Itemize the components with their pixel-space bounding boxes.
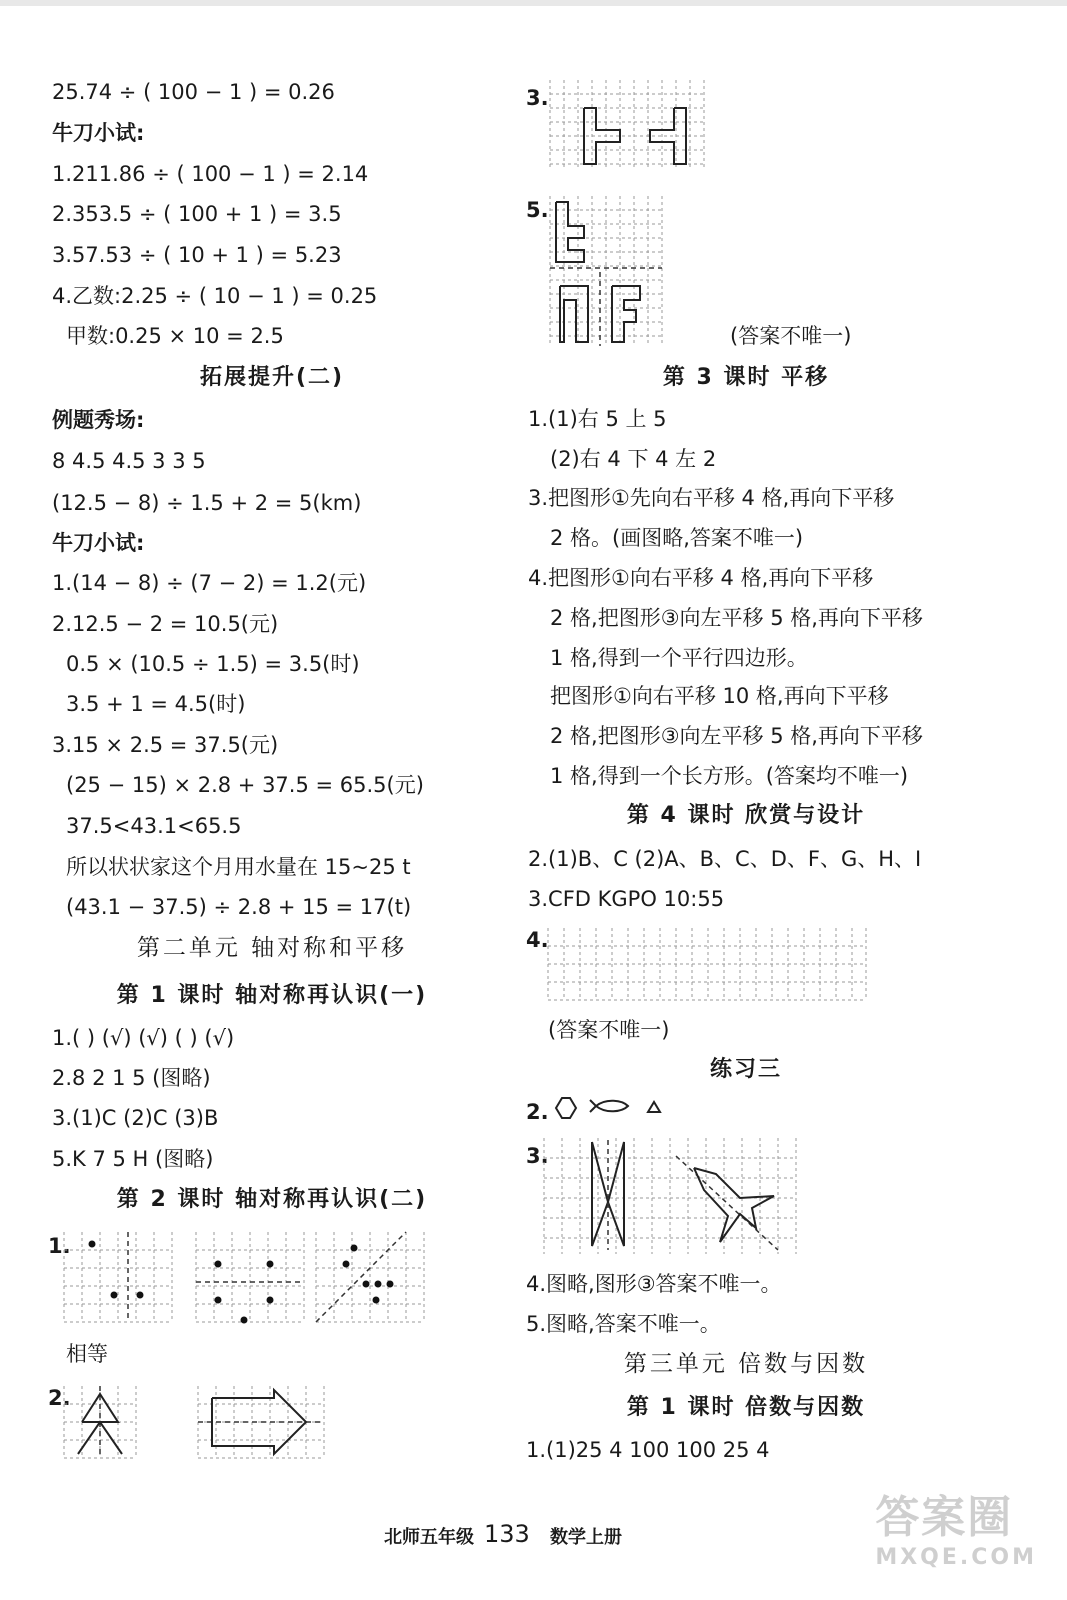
grid-lines xyxy=(316,1232,424,1322)
section-label: 牛刀小试: xyxy=(52,531,145,555)
line: (12.5 − 8) ÷ 1.5 + 2 = 5(km) xyxy=(52,491,362,515)
point xyxy=(267,1261,274,1268)
arrow-grid-figure xyxy=(64,1386,334,1462)
line: 25.74 ÷ ( 100 − 1 ) = 0.26 xyxy=(52,80,335,104)
question-number: 4. xyxy=(526,928,549,952)
lesson-title: 第 3 课时 平移 xyxy=(662,365,830,390)
section-label: 牛刀小试: xyxy=(52,121,145,145)
line: 3.(1)C (2)C (3)B xyxy=(52,1106,219,1130)
lesson-title: 第 4 课时 欣赏与设计 xyxy=(626,803,866,828)
line: 3.把图形①先向右平移 4 格,再向下平移 xyxy=(528,486,895,510)
symmetry-grid-figure xyxy=(64,1232,174,1324)
line: 37.5<43.1<65.5 xyxy=(66,814,242,838)
footer-subject: 数学上册 xyxy=(550,1527,622,1548)
unit-title: 第二单元 轴对称和平移 xyxy=(136,935,408,961)
symmetry-grid-figure xyxy=(196,1232,306,1324)
shape-top xyxy=(556,202,584,262)
shape-right xyxy=(650,108,686,164)
line: 1.(1)25 4 100 100 25 4 xyxy=(526,1438,770,1462)
point xyxy=(267,1297,274,1304)
line: 4.图略,图形③答案不唯一。 xyxy=(526,1272,782,1296)
lesson-title: 第 1 课时 倍数与因数 xyxy=(626,1395,866,1420)
lesson-title: 第 2 课时 轴对称再认识(二) xyxy=(116,1187,428,1212)
line: 1.211.86 ÷ ( 100 − 1 ) = 2.14 xyxy=(52,162,369,186)
fish-icon xyxy=(590,1100,628,1112)
point xyxy=(373,1297,380,1304)
watermark-url: MXQE.COM xyxy=(875,1545,1037,1570)
point xyxy=(375,1281,382,1288)
line: 2.353.5 ÷ ( 100 + 1 ) = 3.5 xyxy=(52,202,342,226)
exercise-title: 练习三 xyxy=(709,1057,782,1082)
footer-grade: 北师五年级 xyxy=(384,1527,474,1548)
line: 8 4.5 4.5 3 3 5 xyxy=(52,449,206,473)
line: 5.图略,答案不唯一。 xyxy=(526,1312,721,1336)
watermark-text: 答案圈 xyxy=(875,1492,1014,1543)
line: 1.(1)右 5 上 5 xyxy=(528,407,667,431)
point xyxy=(241,1317,248,1324)
grid-lines xyxy=(64,1232,172,1322)
grid-lines xyxy=(548,928,866,1000)
shape-left xyxy=(584,108,620,164)
watermark-logo xyxy=(875,1481,1037,1570)
line: 3.CFD KGPO 10:55 xyxy=(528,887,725,911)
symmetry-axis xyxy=(316,1232,406,1322)
question-number: 3. xyxy=(526,86,549,110)
line: 甲数:0.25 × 10 = 2.5 xyxy=(66,324,284,348)
translation-grid-figure xyxy=(550,80,710,172)
answer-text: 相等 xyxy=(66,1342,108,1366)
line: 3.15 × 2.5 = 37.5(元) xyxy=(52,733,279,757)
point xyxy=(343,1261,350,1268)
question-number: 2. xyxy=(48,1386,71,1410)
lesson-title: 第 1 课时 轴对称再认识(一) xyxy=(116,983,428,1008)
line: 4.乙数:2.25 ÷ ( 10 − 1 ) = 0.25 xyxy=(52,284,378,308)
line: 3.57.53 ÷ ( 10 + 1 ) = 5.23 xyxy=(52,243,342,267)
design-grid-figure xyxy=(548,928,868,1004)
line: 2.8 2 1 5 (图略) xyxy=(52,1066,211,1090)
line: 1.(14 − 8) ÷ (7 − 2) = 1.2(元) xyxy=(52,571,367,595)
answer-note: (答案不唯一) xyxy=(548,1018,670,1042)
grid-lines xyxy=(550,196,662,346)
top-edge xyxy=(0,0,1067,6)
point xyxy=(111,1292,118,1299)
translation-grid-figure xyxy=(550,196,670,348)
line: 3.5 + 1 = 4.5(时) xyxy=(66,692,246,716)
grid-lines xyxy=(550,80,704,170)
question-number: 5. xyxy=(526,198,549,222)
line: 1 格,得到一个长方形。(答案均不唯一) xyxy=(550,764,909,788)
hexagon-icon xyxy=(556,1098,576,1118)
line: 2 格,把图形③向左平移 5 格,再向下平移 xyxy=(550,606,923,630)
answer-note: (答案不唯一) xyxy=(730,324,852,348)
section-label: 例题秀场: xyxy=(52,408,145,432)
line: 1 格,得到一个平行四边形。 xyxy=(550,646,808,670)
line: 2.12.5 − 2 = 10.5(元) xyxy=(52,612,279,636)
triangle-icon xyxy=(648,1102,660,1112)
point xyxy=(215,1297,222,1304)
line: 4.把图形①向右平移 4 格,再向下平移 xyxy=(528,566,874,590)
grid-lines xyxy=(196,1232,304,1322)
question-number: 3. xyxy=(526,1144,549,1168)
symmetry-grid-figure xyxy=(316,1232,426,1324)
point xyxy=(351,1245,358,1252)
line: 1.( ) (√) (√) ( ) (√) xyxy=(52,1026,235,1050)
line: 2.(1)B、C (2)A、B、C、D、F、G、H、I xyxy=(528,847,922,871)
line: 2 格。(画图略,答案不唯一) xyxy=(550,526,804,550)
page-number: 133 xyxy=(484,1520,530,1548)
unit-title: 第三单元 倍数与因数 xyxy=(623,1351,869,1377)
point xyxy=(215,1261,222,1268)
line: 0.5 × (10.5 ÷ 1.5) = 3.5(时) xyxy=(66,652,360,676)
drawing-grid-figure xyxy=(544,1138,806,1256)
point xyxy=(387,1281,394,1288)
line: 把图形①向右平移 10 格,再向下平移 xyxy=(550,684,889,708)
line: 5.K 7 5 H (图略) xyxy=(52,1147,214,1171)
line: (2)右 4 下 4 左 2 xyxy=(550,447,717,471)
question-number: 2. xyxy=(526,1100,549,1124)
question-number: 1. xyxy=(48,1234,71,1258)
point xyxy=(137,1292,144,1299)
line: (25 − 15) × 2.8 + 37.5 = 65.5(元) xyxy=(66,773,424,797)
shapes-row xyxy=(548,1094,678,1124)
line: 2 格,把图形③向左平移 5 格,再向下平移 xyxy=(550,724,923,748)
point xyxy=(89,1241,96,1248)
section-title: 拓展提升(二) xyxy=(199,365,345,390)
line: 所以状状家这个月用水量在 15~25 t xyxy=(66,855,411,879)
line: (43.1 − 37.5) ÷ 2.8 + 15 = 17(t) xyxy=(66,895,412,919)
point xyxy=(363,1281,370,1288)
